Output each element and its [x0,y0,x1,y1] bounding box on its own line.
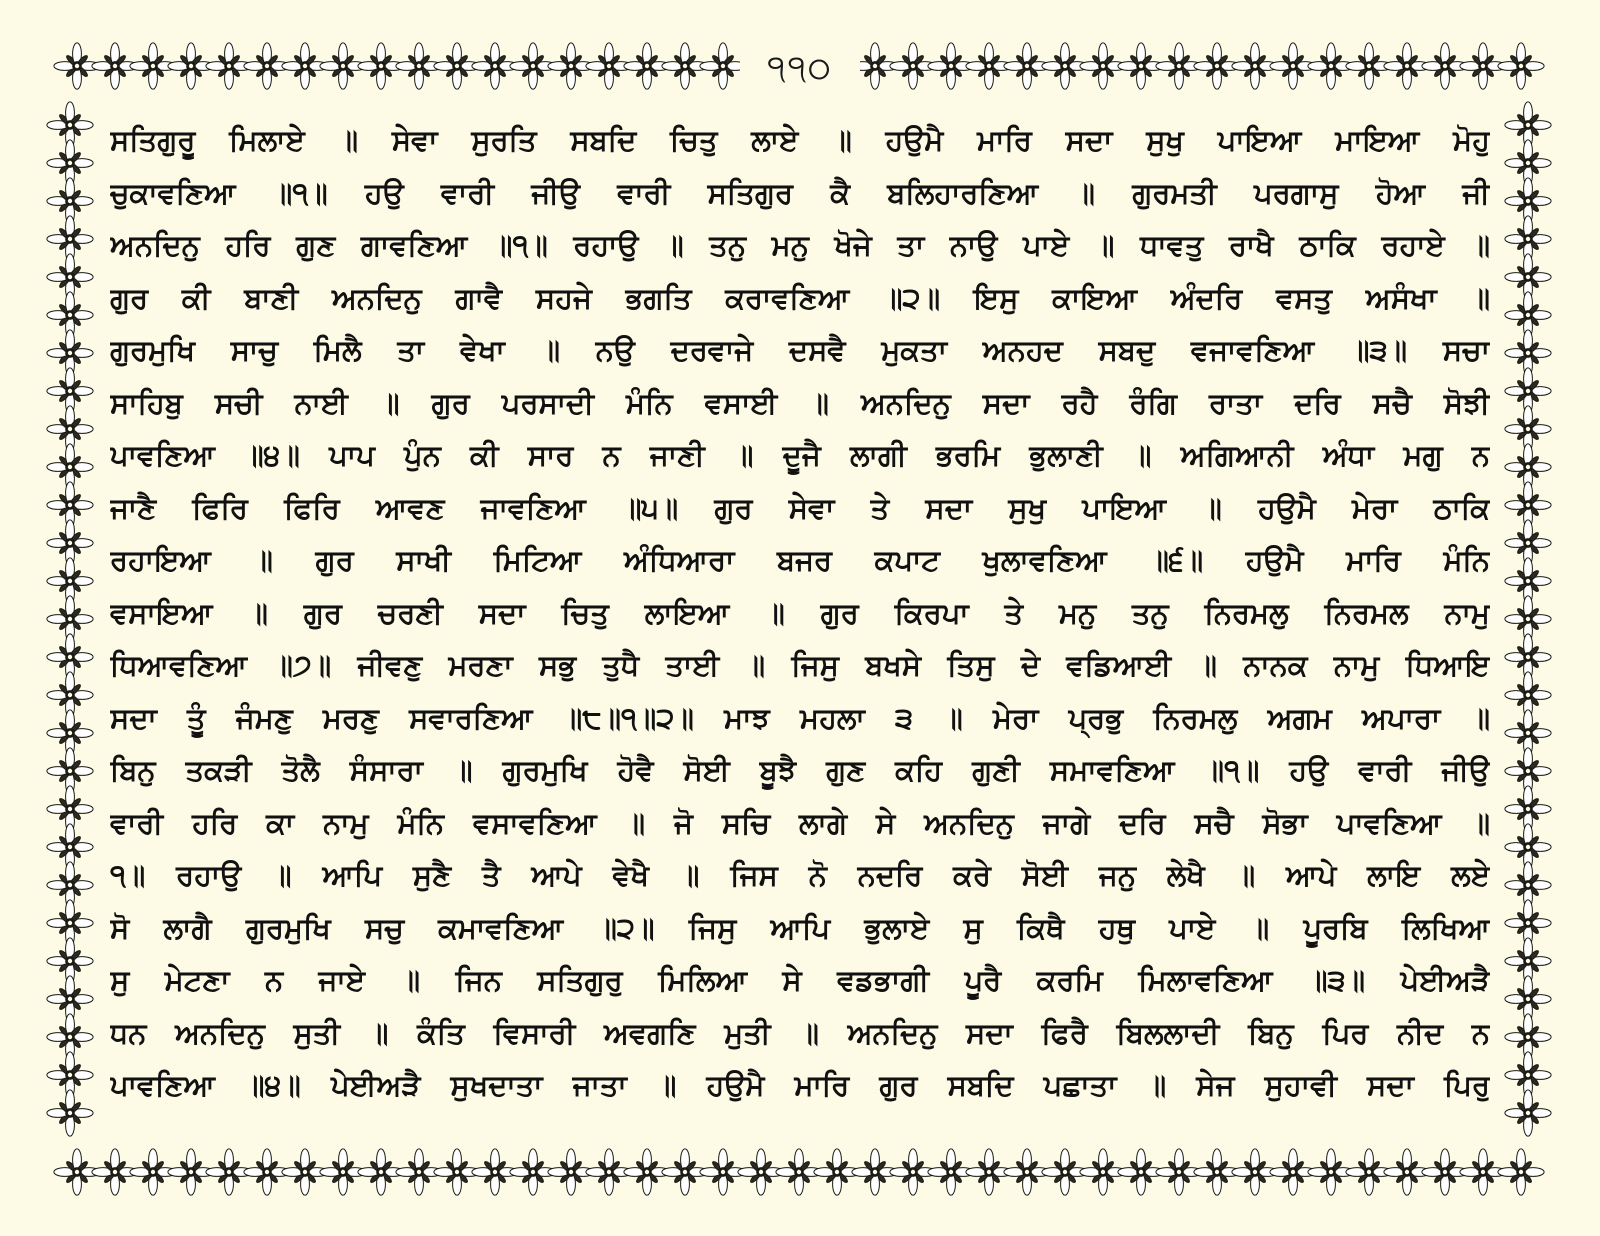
flower-icon [624,43,670,89]
flower-icon [1422,43,1468,89]
flower-icon [47,938,93,984]
flower-icon [282,43,328,89]
flower-icon [47,786,93,832]
flower-icon [1505,254,1551,300]
flower-icon [890,43,936,89]
text-line: ਗੁਰਮੁਖਿ ਸਾਚੁ ਮਿਲੈ ਤਾ ਵੇਖਾ ॥ ਨਉ ਦਰਵਾਜੇ ਦਸਵੈ ਮੁਕਤਾ ਅਨਹਦ ਸਬਦੁ ਵਜਾਵਣਿਆ ॥੩॥ ਸਚਾ [110,333,1490,367]
flower-icon [434,1149,480,1195]
flower-icon [1194,1149,1240,1195]
flower-icon [1505,862,1551,908]
flower-icon [47,102,93,148]
flower-icon [1505,938,1551,984]
flower-icon [738,1149,784,1195]
flower-icon [47,368,93,414]
text-line: ਬਿਨੁ ਤਕੜੀ ਤੋਲੈ ਸੰਸਾਰਾ ॥ ਗੁਰਮੁਖਿ ਹੋਵੈ ਸੋਈ ਬੂਝੈ ਗੁਣ ਕਹਿ ਗੁਣੀ ਸਮਾਵਣਿਆ ॥੧॥ ਹਉ ਵਾਰੀ ਜੀਉ [110,753,1490,787]
flower-icon [47,330,93,376]
flower-icon [1505,216,1551,262]
text-line: ਸਾਹਿਬੁ ਸਚੀ ਨਾਈ ॥ ਗੁਰ ਪਰਸਾਦੀ ਮੰਨਿ ਵਸਾਈ ॥ ਅਨਦਿਨੁ ਸਦਾ ਰਹੈ ਰੰਗਿ ਰਾਤਾ ਦਰਿ ਸਚੈ ਸੋਝੀ [110,385,1490,420]
flower-icon [814,1149,860,1195]
flower-icon [1505,368,1551,414]
flower-icon [1042,43,1088,89]
flower-icon [966,1149,1012,1195]
page-number-box [740,40,860,96]
flower-icon [1232,43,1278,89]
flower-icon [928,43,974,89]
flower-icon [47,976,93,1022]
page-number: ੧੧੦ [767,48,833,88]
flower-icon [1505,482,1551,528]
flower-icon [1505,520,1551,566]
flower-icon [1004,1149,1050,1195]
flower-icon [1505,292,1551,338]
flower-icon [130,1149,176,1195]
text-line: ਅਨਦਿਨੁ ਹਰਿ ਗੁਣ ਗਾਵਣਿਆ ॥੧॥ ਰਹਾਉ ॥ ਤਨੁ ਮਨੁ ਖੋਜੇ ਤਾ ਨਾਉ ਪਾਏ ॥ ਧਾਵਤੁ ਰਾਖੈ ਠਾਕਿ ਰਹਾਏ ॥ [110,228,1490,262]
scripture-text [110,114,1490,1112]
flower-icon [47,216,93,262]
flower-icon [1498,1149,1544,1195]
flower-icon [47,558,93,604]
flower-icon [1505,748,1551,794]
flower-icon [1080,43,1126,89]
flower-icon [1505,558,1551,604]
right-floral-border [1502,92,1554,1146]
flower-icon [1308,1149,1354,1195]
flower-icon [1505,824,1551,870]
text-line: ਸੁ ਮੇਟਣਾ ਨ ਜਾਏ ॥ ਜਿਨ ਸਤਿਗੁਰੁ ਮਿਲਿਆ ਸੇ ਵਡਭਾਗੀ ਪੂਰੈ ਕਰਮਿ ਮਿਲਾਵਣਿਆ ॥੩॥ ਪੇਈਅੜੈ [110,963,1490,997]
flower-icon [1505,710,1551,756]
flower-icon [1505,976,1551,1022]
flower-icon [1505,330,1551,376]
flower-icon [1004,43,1050,89]
flower-icon [966,43,1012,89]
flower-icon [472,43,518,89]
flower-icon [1118,1149,1164,1195]
flower-icon [47,520,93,566]
flower-icon [1042,1149,1088,1195]
flower-icon [700,1149,746,1195]
flower-icon [130,43,176,89]
flower-icon [47,634,93,680]
flower-icon [47,672,93,718]
bottom-floral-border [44,1146,1554,1198]
text-line: ਚੁਕਾਵਣਿਆ ॥੧॥ ਹਉ ਵਾਰੀ ਜੀਉ ਵਾਰੀ ਸਤਿਗੁਰ ਕੈ ਬਲਿਹਾਰਣਿਆ ॥ ਗੁਰਮਤੀ ਪਰਗਾਸੁ ਹੋਆ ਜੀ [110,175,1490,210]
flower-icon [47,596,93,642]
flower-icon [244,1149,290,1195]
text-line: ਧਨ ਅਨਦਿਨੁ ਸੁਤੀ ॥ ਕੰਤਿ ਵਿਸਾਰੀ ਅਵਗਣਿ ਮੁਤੀ ॥ ਅਨਦਿਨੁ ਸਦਾ ਫਿਰੈ ਬਿਲਲਾਦੀ ਬਿਨੁ ਪਿਰ ਨੀਦ ਨ [110,1015,1490,1050]
flower-icon [168,1149,214,1195]
flower-icon [1498,43,1544,89]
flower-icon [586,1149,632,1195]
flower-icon [776,1149,822,1195]
text-line: ਧਿਆਵਣਿਆ ॥੭॥ ਜੀਵਣੁ ਮਰਣਾ ਸਭੁ ਤੁਧੈ ਤਾਈ ॥ ਜਿਸੁ ਬਖਸੇ ਤਿਸੁ ਦੇ ਵਡਿਆਈ ॥ ਨਾਨਕ ਨਾਮੁ ਧਿਆਇ [110,648,1490,682]
flower-icon [1346,1149,1392,1195]
text-line: ਸੋ ਲਾਗੈ ਗੁਰਮੁਖਿ ਸਚੁ ਕਮਾਵਣਿਆ ॥੨॥ ਜਿਸੁ ਆਪਿ ਭੁਲਾਏ ਸੁ ਕਿਥੈ ਹਥੁ ਪਾਏ ॥ ਪੂਰਬਿ ਲਿਖਿਆ [110,910,1490,945]
flower-icon [510,43,556,89]
text-line: ੧॥ ਰਹਾਉ ॥ ਆਪਿ ਸੁਣੈ ਤੈ ਆਪੇ ਵੇਖੈ ॥ ਜਿਸ ਨੋ ਨਦਰਿ ਕਰੇ ਸੋਈ ਜਨੁ ਲੇਖੈ ॥ ਆਪੇ ਲਾਇ ਲਏ [110,858,1490,892]
flower-icon [92,1149,138,1195]
flower-icon [472,1149,518,1195]
flower-icon [1384,1149,1430,1195]
flower-icon [1460,1149,1506,1195]
flower-icon [1308,43,1354,89]
flower-icon [47,482,93,528]
flower-icon [168,43,214,89]
flower-icon [320,1149,366,1195]
flower-icon [548,43,594,89]
flower-icon [1384,43,1430,89]
flower-icon [54,1149,100,1195]
flower-icon [206,43,252,89]
flower-icon [1505,596,1551,642]
flower-icon [1505,406,1551,452]
flower-icon [1505,140,1551,186]
flower-icon [47,900,93,946]
flower-icon [624,1149,670,1195]
flower-icon [92,43,138,89]
flower-icon [1505,1052,1551,1098]
flower-icon [662,1149,708,1195]
flower-icon [1505,1014,1551,1060]
flower-icon [47,862,93,908]
flower-icon [1232,1149,1278,1195]
flower-icon [1346,43,1392,89]
flower-icon [47,444,93,490]
flower-icon [47,748,93,794]
flower-icon [1422,1149,1468,1195]
flower-icon [358,1149,404,1195]
text-line: ਗੁਰ ਕੀ ਬਾਣੀ ਅਨਦਿਨੁ ਗਾਵੈ ਸਹਜੇ ਭਗਤਿ ਕਰਾਵਣਿਆ ॥੨॥ ਇਸੁ ਕਾਇਆ ਅੰਦਰਿ ਵਸਤੁ ਅਸੰਖਾ ॥ [110,280,1490,315]
flower-icon [586,43,632,89]
flower-icon [358,43,404,89]
flower-icon [1118,43,1164,89]
text-line: ਵਾਰੀ ਹਰਿ ਕਾ ਨਾਮੁ ਮੰਨਿ ਵਸਾਵਣਿਆ ॥ ਜੋ ਸਚਿ ਲਾਗੇ ਸੇ ਅਨਦਿਨੁ ਜਾਗੇ ਦਰਿ ਸਚੈ ਸੋਭਾ ਪਾਵਣਿਆ ॥ [110,805,1490,840]
flower-icon [320,43,366,89]
flower-icon [1270,1149,1316,1195]
text-line: ਰਹਾਇਆ ॥ ਗੁਰ ਸਾਖੀ ਮਿਟਿਆ ਅੰਧਿਆਰਾ ਬਜਰ ਕਪਾਟ ਖੁਲਾਵਣਿਆ ॥੬॥ ਹਉਮੈ ਮਾਰਿ ਮੰਨਿ [110,543,1490,577]
flower-icon [1505,102,1551,148]
flower-icon [47,140,93,186]
flower-icon [1194,43,1240,89]
text-line: ਵਸਾਇਆ ॥ ਗੁਰ ਚਰਣੀ ਸਦਾ ਚਿਤੁ ਲਾਇਆ ॥ ਗੁਰ ਕਿਰਪਾ ਤੇ ਮਨੁ ਤਨੁ ਨਿਰਮਲੁ ਨਿਰਮਲ ਨਾਮੁ [110,595,1490,630]
flower-icon [928,1149,974,1195]
flower-icon [396,1149,442,1195]
flower-icon [1080,1149,1126,1195]
flower-icon [434,43,480,89]
flower-icon [1505,786,1551,832]
flower-icon [396,43,442,89]
flower-icon [47,710,93,756]
flower-icon [47,178,93,224]
text-line: ਜਾਣੈ ਫਿਰਿ ਫਿਰਿ ਆਵਣ ਜਾਵਣਿਆ ॥੫॥ ਗੁਰ ਸੇਵਾ ਤੇ ਸਦਾ ਸੁਖੁ ਪਾਇਆ ॥ ਹਉਮੈ ਮੇਰਾ ਠਾਕਿ [110,490,1490,525]
flower-icon [1505,178,1551,224]
flower-icon [47,824,93,870]
flower-icon [54,43,100,89]
text-line: ਪਾਵਣਿਆ ॥੪॥ ਪੇਈਅੜੈ ਸੁਖਦਾਤਾ ਜਾਤਾ ॥ ਹਉਮੈ ਮਾਰਿ ਗੁਰ ਸਬਦਿ ਪਛਾਤਾ ॥ ਸੇਜ ਸੁਹਾਵੀ ਸਦਾ ਪਿਰੁ [110,1068,1490,1102]
flower-icon [890,1149,936,1195]
text-line: ਸਦਾ ਤੂੰ ਜੰਮਣੁ ਮਰਣੁ ਸਵਾਰਣਿਆ ॥੮॥੧॥੨॥ ਮਾਝ ਮਹਲਾ ੩ ॥ ਮੇਰਾ ਪ੍ਰਭੁ ਨਿਰਮਲੁ ਅਗਮ ਅਪਾਰਾ ॥ [110,700,1490,735]
flower-icon [282,1149,328,1195]
flower-icon [1156,43,1202,89]
flower-icon [206,1149,252,1195]
flower-icon [47,254,93,300]
text-line: ਸਤਿਗੁਰੂ ਮਿਲਾਏ ॥ ਸੇਵਾ ਸੁਰਤਿ ਸਬਦਿ ਚਿਤੁ ਲਾਏ ॥ ਹਉਮੈ ਮਾਰਿ ਸਦਾ ਸੁਖੁ ਪਾਇਆ ਮਾਇਆ ਮੋਹੁ [110,123,1490,157]
text-line: ਪਾਵਣਿਆ ॥੪॥ ਪਾਪ ਪੁੰਨ ਕੀ ਸਾਰ ਨ ਜਾਣੀ ॥ ਦੂਜੈ ਲਾਗੀ ਭਰਮਿ ਭੁਲਾਣੀ ॥ ਅਗਿਆਨੀ ਅੰਧਾ ਮਗੁ ਨ [110,438,1490,472]
flower-icon [1505,444,1551,490]
flower-icon [1505,672,1551,718]
flower-icon [1270,43,1316,89]
flower-icon [548,1149,594,1195]
flower-icon [852,1149,898,1195]
flower-icon [244,43,290,89]
flower-icon [1505,1090,1551,1136]
flower-icon [1505,900,1551,946]
flower-icon [1156,1149,1202,1195]
flower-icon [47,1052,93,1098]
left-floral-border [44,92,96,1146]
flower-icon [47,406,93,452]
flower-icon [510,1149,556,1195]
flower-icon [47,292,93,338]
flower-icon [47,1014,93,1060]
flower-icon [1460,43,1506,89]
flower-icon [47,1090,93,1136]
flower-icon [1505,634,1551,680]
flower-icon [662,43,708,89]
